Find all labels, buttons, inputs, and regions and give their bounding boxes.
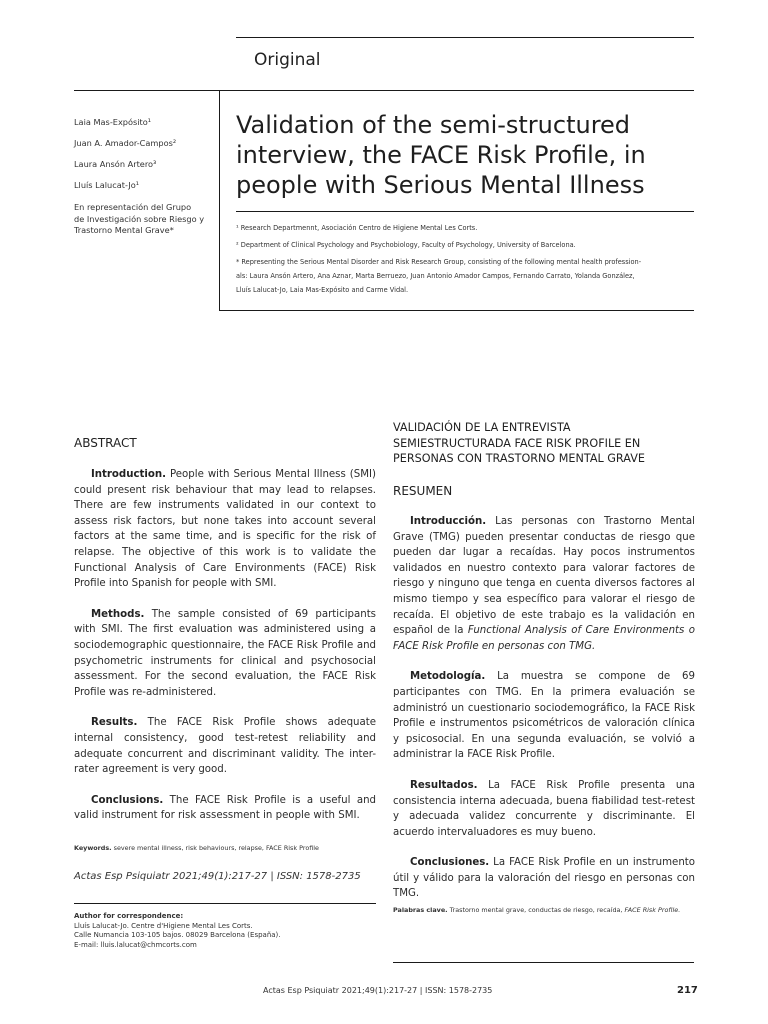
abstract-results: Results. The FACE Risk Profile shows adequate internal consistency, good test-retest reliability and adequate concurrent and discriminant validity. The inter-rater agreement is very good.: [74, 717, 376, 776]
spanish-title: VALIDACIÓN DE LA ENTREVISTA SEMIESTRUCTURADA FACE RISK PROFILE EN PERSONAS CON TRASTORNO MENTAL GRAVE: [393, 421, 645, 465]
resumen-heading: RESUMEN: [393, 484, 453, 498]
header-rule: [74, 90, 694, 91]
top-rule: [236, 37, 694, 38]
citation: Actas Esp Psiquiatr 2021;49(1):217-27 | ISSN: 1578-2735: [74, 871, 361, 882]
resumen-introduccion: Introducción. Las personas con Trastorno Mental Grave (TMG) pueden presentar conductas de riesgo que pueden dar lugar a recaídas. Hay pocos instrumentos validados en nuestro contexto para valorar factores de riesgo y ninguno que tenga en cuenta diversos factores al mismo tiempo y sea específico para valorar el riesgo de recaída. El objetivo de este trabajo es la validación en español de la Functional Analysis of Care Environments o FACE Risk Profile en personas con TMG.: [393, 516, 695, 652]
abstract-heading: ABSTRACT: [74, 436, 137, 450]
abstract-conclusions: Conclusions. The FACE Risk Profile is a useful and valid instrument for risk assessment in people with SMI.: [74, 794, 376, 822]
author-list: [74, 112, 214, 237]
article-title: Validation of the semi-structured interview, the FACE Risk Profile, in people with Serious Mental Illness: [236, 111, 646, 199]
author-name: Lluís Lalucat-Jo¹: [74, 180, 140, 190]
affiliation-group: * Representing the Serious Mental Disorder and Risk Research Group, consisting of the following mental health profession- als: Laura Ansón Artero, Ana Aznar, Marta Berruezo, Juan Antonio Amador Campos, Fernando Carrato, Yolanda González, Lluís Lalucat-Jo, Laia Mas-Expósito and Carme Vidal.: [236, 258, 642, 294]
abstract-keywords: Keywords. severe mental illness, risk behaviours, relapse, FACE Risk Profile: [74, 844, 319, 852]
correspondence-email[interactable]: E-mail: lluis.lalucat@chmcorts.com: [74, 940, 197, 949]
footer-citation: Actas Esp Psiquiatr 2021;49(1):217-27 | ISSN: 1578-2735: [263, 986, 493, 995]
resumen-keywords: Palabras clave. Trastorno mental grave, conductas de riesgo, recaída, FACE Risk Profile.: [393, 906, 681, 914]
resumen-metodologia: Metodología. La muestra se compone de 69 participantes con TMG. En la primera evaluación se administró un cuestionario sociodemográfico, la FACE Risk Profile e instrumentos psicométricos de valoración clínica y psicosocial. En una segunda evaluación, se volvió a administrar la FACE Risk Profile.: [393, 671, 695, 761]
abstract-introduction: Introduction. People with Serious Mental Illness (SMI) could present risk behaviour that may lead to relapses. There are few instruments validated in our context to assess risk factors, but none takes into account several factors at the same time, and is specific for the risk of relapse. The objective of this work is to validate the Functional Analysis of Care Environments (FACE) Risk Profile into Spanish for people with SMI.: [74, 469, 376, 590]
vertical-divider: [219, 90, 220, 310]
affiliations-rule: [219, 310, 694, 311]
author-group: En representación del Grupo de Investigación sobre Riesgo y Trastorno Mental Grave*: [74, 202, 205, 235]
section-label: Original: [254, 50, 321, 70]
resumen-body: [393, 514, 695, 917]
author-name: Laia Mas-Expósito¹: [74, 117, 152, 127]
footer-rule: [393, 962, 694, 963]
correspondence: Author for correspondence: Lluís Lalucat-Jo. Centre d'Higiene Mental Les Corts. Calle Numancia 103-105 bajos. 08029 Barcelona (España). E-mail: lluis.lalucat@chmcorts.com: [74, 912, 281, 949]
title-rule: [236, 211, 694, 212]
abstract-body: [74, 467, 376, 839]
affiliation-1: ¹ Research Departmennt, Asociación Centro de Higiene Mental Les Corts.: [236, 224, 478, 232]
author-name: Laura Ansón Artero³: [74, 159, 157, 169]
resumen-resultados: Resultados. La FACE Risk Profile presenta una consistencia interna adecuada, buena fiabilidad test-retest y adecuada validez concurrente y discriminante. El acuerdo intervaluadores es muy bueno.: [393, 779, 695, 838]
author-name: Juan A. Amador-Campos²: [74, 138, 177, 148]
affiliations: [236, 221, 686, 297]
abstract-methods: Methods. The sample consisted of 69 participants with SMI. The first evaluation was administered using a sociodemographic questionnaire, the FACE Risk Profile and psychometric instruments for clinical and psychosocial assessment. For the second evaluation, the FACE Risk Profile was re-administered.: [74, 608, 376, 698]
resumen-conclusiones: Conclusiones. La FACE Risk Profile en un instrumento útil y válido para la valoración del riesgo en personas con TMG.: [393, 857, 695, 900]
correspondence-rule: [74, 903, 376, 904]
page-number: 217: [677, 985, 698, 996]
affiliation-2: ² Department of Clinical Psychology and Psychobiology, Faculty of Psychology, University of Barcelona.: [236, 241, 576, 249]
